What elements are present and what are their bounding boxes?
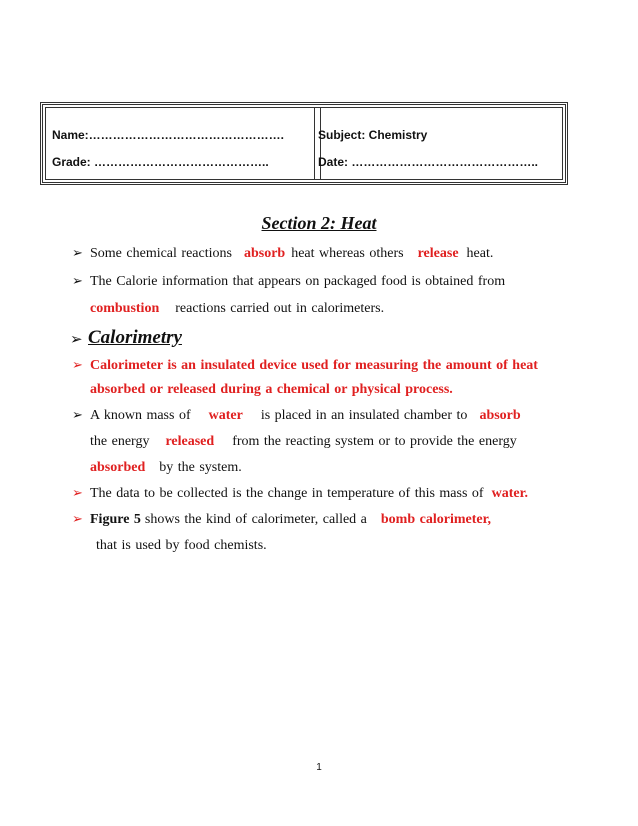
header-column-divider [314, 107, 321, 180]
grade-field[interactable]: Grade: …………………………………….. [52, 155, 269, 169]
term-absorb: absorb [243, 246, 286, 261]
bullet-4-text-g: from the reacting system or to provide the energy [232, 434, 517, 449]
bullet-6-text-b: shows the kind of calorimeter, called a [144, 512, 367, 527]
date-field[interactable]: Date: ……………………………………….. [318, 155, 539, 169]
term-water-2: water. [491, 486, 529, 501]
bullet-6-line-1 [90, 512, 491, 528]
page-number: 1 [316, 762, 322, 773]
bullet-4-text-i: by the system. [159, 460, 242, 475]
term-released: released [165, 434, 215, 449]
name-field[interactable]: Name:…………………………………………. [52, 128, 285, 142]
arrow-bullet-icon: ➢ [72, 246, 83, 261]
bullet-2-line-2 [90, 301, 384, 317]
subject-field: Subject: Chemistry [318, 128, 428, 142]
term-bomb-calorimeter: bomb calorimeter, [380, 512, 492, 527]
section-title: Section 2: Heat [261, 213, 377, 233]
bullet-1-text-c: heat whereas others [291, 246, 404, 261]
bullet-4-text-c: is placed in an insulated chamber to [260, 408, 468, 423]
header-table [40, 102, 568, 185]
bullet-4-text-a: A known mass of [90, 408, 191, 423]
arrow-bullet-icon: ➢ [70, 330, 83, 348]
term-water: water [208, 408, 243, 423]
header-inner-border [45, 107, 563, 180]
bullet-4-line-2 [90, 434, 517, 450]
arrow-bullet-icon: ➢ [72, 512, 83, 527]
calorimeter-definition-line-1: Calorimeter is an insulated device used for measuring the amount of heat [90, 358, 538, 373]
term-absorb-2: absorb [479, 408, 521, 423]
arrow-bullet-icon: ➢ [72, 274, 83, 289]
arrow-bullet-icon: ➢ [72, 358, 83, 373]
bullet-4-line-1 [90, 408, 521, 424]
term-release: release [417, 246, 459, 261]
bullet-4-line-3 [90, 460, 242, 476]
term-absorbed: absorbed [90, 460, 146, 475]
term-combustion: combustion [90, 301, 160, 316]
arrow-bullet-icon: ➢ [72, 408, 83, 423]
calorimetry-heading: Calorimetry [88, 327, 182, 348]
bullet-1-text-e: heat. [466, 246, 494, 261]
calorimeter-definition-line-2: absorbed or released during a chemical or physical process. [90, 382, 453, 397]
bullet-5-text-a: The data to be collected is the change in temperature of this mass of [90, 486, 484, 501]
figure-5-reference: Figure 5 [90, 512, 141, 527]
bullet-1-text-a: Some chemical reactions [90, 246, 232, 261]
bullet-5 [90, 486, 528, 502]
bullet-1 [90, 246, 493, 262]
arrow-bullet-icon: ➢ [72, 486, 83, 501]
bullet-6-line-2: that is used by food chemists. [96, 538, 267, 553]
bullet-2-rest: reactions carried out in calorimeters. [175, 301, 385, 316]
bullet-2-line-1: The Calorie information that appears on packaged food is obtained from [90, 274, 506, 289]
bullet-4-text-e: the energy [90, 434, 150, 449]
